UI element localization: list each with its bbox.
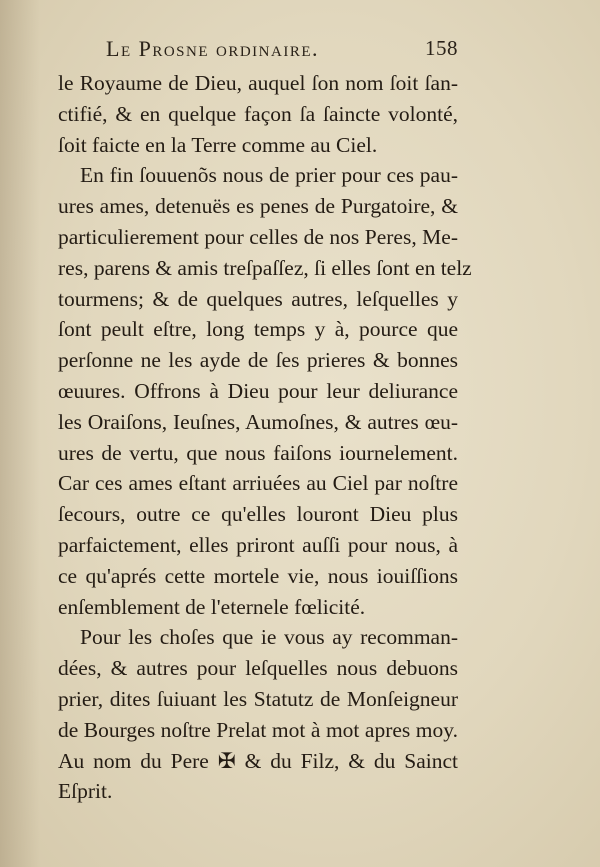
text-line: de Bourges noſtre Prelat mot à mot apres moy. xyxy=(58,717,458,742)
text-line: Eſprit. xyxy=(58,779,113,804)
text-line: ce qu'aprés cette mortele vie, nous iouiſſions xyxy=(58,563,458,588)
text-line: enſemblement de l'eternele fœlicité. xyxy=(58,594,366,619)
page-header xyxy=(106,36,458,66)
text-line: ctifié, & en quelque façon ſa ſaincte volonté, xyxy=(58,101,458,126)
text-line: ures de vertu, que nous faiſons iournelement. xyxy=(58,440,458,465)
text-line: les Oraiſons, Ieuſnes, Aumoſnes, & autres œu- xyxy=(58,409,458,434)
running-head: Le Prosne ordinaire. xyxy=(106,36,320,61)
page-number: 158 xyxy=(425,36,458,60)
text-line: parfaictement, elles priront auſſi pour nous, à xyxy=(58,532,458,557)
text-line: ſont peult eſtre, long temps y à, pource que xyxy=(58,317,458,342)
text-line: Au nom du Pere ✠ & du Filz, & du Sainct xyxy=(58,748,458,773)
gutter-shadow xyxy=(0,0,40,867)
text-line: ſoit faicte en la Terre comme au Ciel. xyxy=(58,132,378,157)
text-line: particulierement pour celles de nos Peres, Me- xyxy=(58,224,458,249)
text-line: ſecours, outre ce qu'elles louront Dieu plus xyxy=(58,502,458,527)
text-line: le Royaume de Dieu, auquel ſon nom ſoit ſan- xyxy=(58,71,458,95)
text-line: perſonne ne les ayde de ſes prieres & bonnes xyxy=(58,348,458,373)
paragraph-start-line: Pour les choſes que ie vous ay recomman- xyxy=(80,625,458,650)
text-line: prier, dites ſuiuant les Statutz de Monſeigneur xyxy=(58,686,458,711)
text-line: res, parens & amis treſpaſſez, ſi elles ſont en telz xyxy=(58,255,472,280)
text-line: dées, & autres pour leſquelles nous debuons xyxy=(58,656,458,681)
paragraph-start-line: En fin ſouuenõs nous de prier pour ces pau- xyxy=(80,163,458,188)
body-text xyxy=(58,68,472,807)
text-line: Car ces ames eſtant arriuées au Ciel par noſtre xyxy=(58,471,458,496)
text-line: œuures. Offrons à Dieu pour leur deliurance xyxy=(58,378,458,403)
text-line: ures ames, detenuës es penes de Purgatoire, & xyxy=(58,194,458,219)
text-line: tourmens; & de quelques autres, leſquelles y xyxy=(58,286,458,311)
